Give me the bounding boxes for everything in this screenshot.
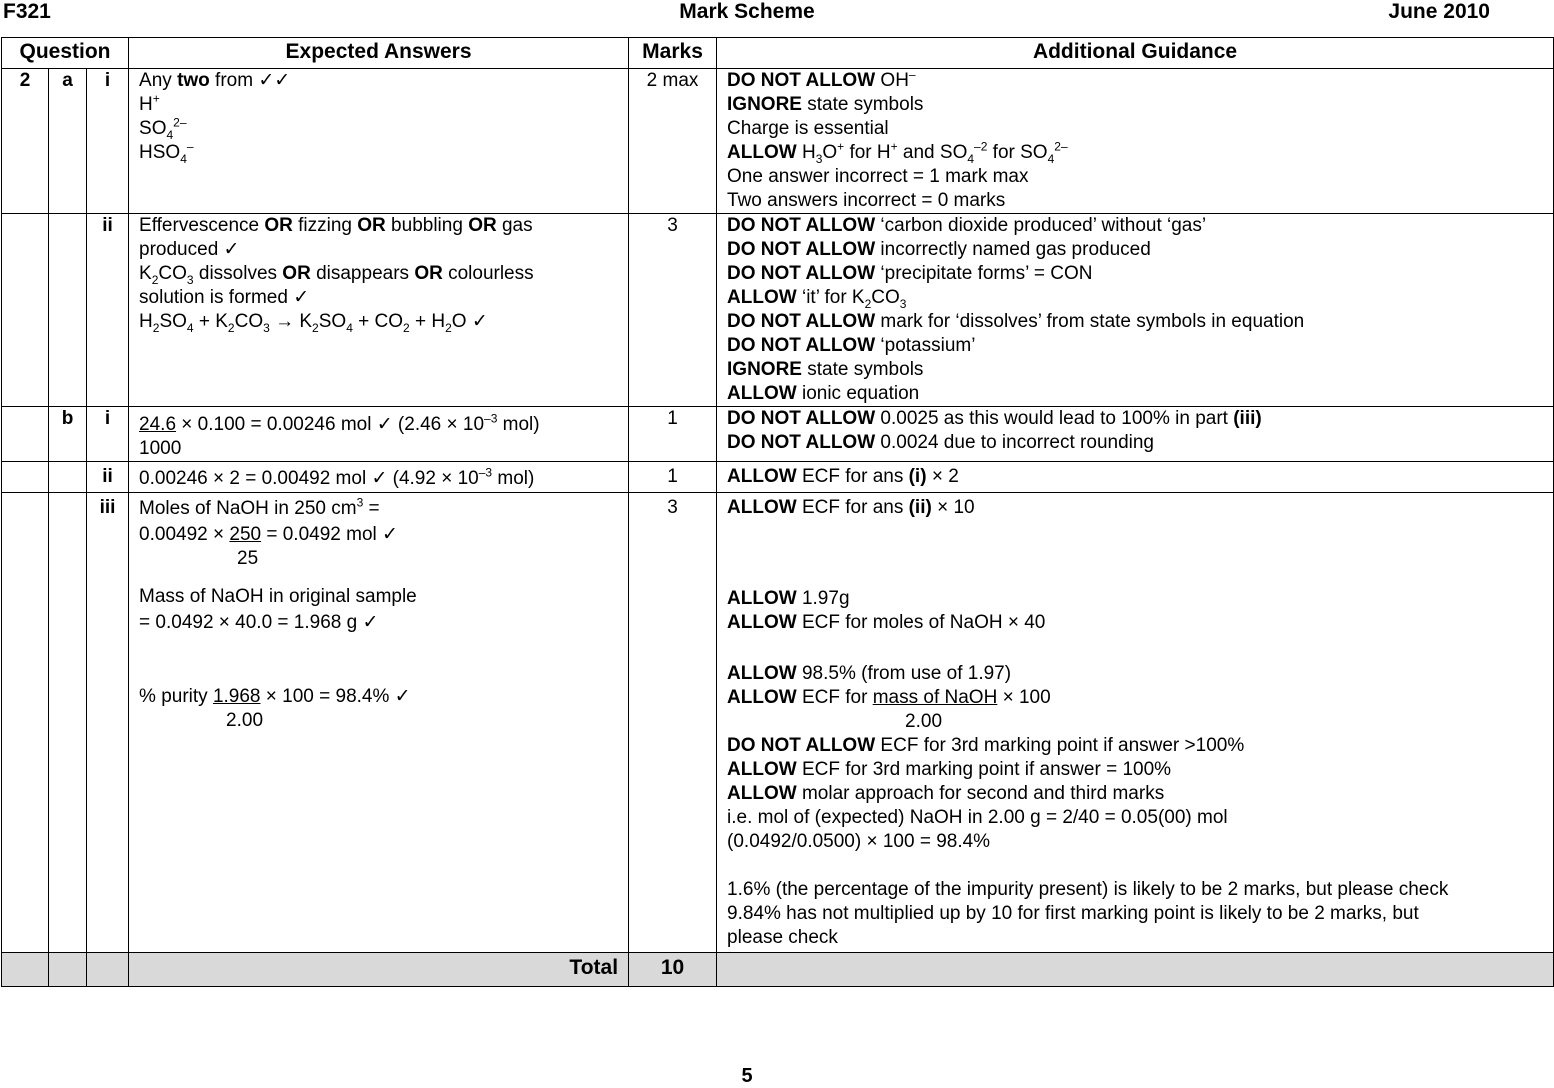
marks-value: 1 <box>629 462 717 493</box>
col-question: Question <box>2 38 129 69</box>
table-row <box>2 462 1554 493</box>
marks-value: 3 <box>629 214 717 407</box>
col-expected-answers: Expected Answers <box>129 38 629 69</box>
expected-answer: 0.00246 × 2 = 0.00492 mol ✓ ($4.92 \times 10^{-3}$ mol) <box>129 462 629 493</box>
table-row <box>2 69 1554 214</box>
question-part: a <box>49 69 87 214</box>
marks-value: 1 <box>629 407 717 462</box>
table-row <box>2 214 1554 407</box>
marks-value: 3 <box>629 493 717 953</box>
question-subpart: i <box>87 407 129 462</box>
marks-value: 2 max <box>629 69 717 214</box>
question-number: 2 <box>2 69 49 214</box>
total-label: Total <box>129 953 629 987</box>
table-row <box>2 407 1554 462</box>
mark-scheme-table <box>1 37 1554 987</box>
question-part: b <box>49 407 87 462</box>
page-number: 5 <box>741 1065 753 1087</box>
guidance: DO NOT ALLOW 0.0025 as this would lead to 100% in part (iii) DO NOT ALLOW 0.0024 due to incorrect rounding <box>717 407 1554 462</box>
question-subpart: i <box>87 69 129 214</box>
col-marks: Marks <box>629 38 717 69</box>
question-subpart: ii <box>87 462 129 493</box>
arrow-icon: → <box>269 311 300 332</box>
guidance: DO NOT ALLOW OH– IGNORE state symbols Charge is essential ALLOW $H_3O^+$ for H+ and $SO_4^{-2}$ for $SO_4^{2-}$ One answer incorrect = 1 mark max Two answers incorrect = 0 marks <box>717 69 1554 214</box>
expected-answer: Effervescence OR fizzing OR bubbling OR gas produced ✓ $K_2CO_3$ dissolves OR disappears OR colourless solution is formed ✓ $H_2SO_4 + K_2CO_3 \to K_2SO_4 + CO_2 + H_2O$ ✓ <box>129 214 629 407</box>
question-subpart: ii <box>87 214 129 407</box>
question-subpart: iii <box>87 493 129 953</box>
table-row <box>2 493 1554 953</box>
document-date: June 2010 <box>1388 0 1490 23</box>
guidance: ALLOW ECF for ans (i) × 2 <box>717 462 1554 493</box>
document-code: F321 <box>3 0 51 23</box>
total-value: 10 <box>629 953 717 987</box>
expected-answer: Any two from ✓✓ H+ $SO_4^{2-}$ $HSO_4^-$ <box>129 69 629 214</box>
guidance: ALLOW ECF for ans (ii) × 10 ALLOW 1.97g ALLOW ECF for moles of NaOH × 40 ALLOW 98.5% (from use of 1.97) ALLOW ECF for mass of NaOH × 100 2.00 DO NOT ALLOW ECF for 3rd marking point if answer >100% ALLOW ECF for 3rd marking point if answer = 100% ALLOW molar approach for second and third marks i.e. mol of (expected) NaOH in 2.00 g = 2/40 = 0.05(00) mol (0.0492/0.0500) × 100 = 98.4% 1.6% (the percentage of the impurity present) is likely to be 2 marks, but please check 9.84% has not multiplied up by 10 for first marking point is likely to be 2 marks, but please check <box>717 493 1554 953</box>
expected-answer: 24.6 × 0.100 = 0.00246 mol ✓ ($2.46 \times 10^{-3}$ mol) 1000 <box>129 407 629 462</box>
total-row <box>2 953 1554 987</box>
header-row <box>2 38 1554 69</box>
guidance: DO NOT ALLOW ‘carbon dioxide produced’ without ‘gas’ DO NOT ALLOW incorrectly named gas produced DO NOT ALLOW ‘precipitate forms’ = CON ALLOW ‘it’ for $K_2CO_3$ DO NOT ALLOW mark for ‘dissolves’ from state symbols in equation DO NOT ALLOW ‘potassium’ IGNORE state symbols ALLOW ionic equation <box>717 214 1554 407</box>
chemical-equation: $H_2SO_4 + K_2CO_3 \to K_2SO_4 + CO_2 + H_2O$ ✓ <box>139 311 488 335</box>
col-additional-guidance: Additional Guidance <box>717 38 1554 69</box>
document-title: Mark Scheme <box>679 0 815 23</box>
expected-answer: Moles of NaOH in 250 $cm^3$ = 0.00492 × 250 = 0.0492 mol ✓ 25 Mass of NaOH in original sample = 0.0492 × 40.0 = 1.968 g ✓ % purity 1.968 × 100 = 98.4% ✓ 2.00 <box>129 493 629 953</box>
